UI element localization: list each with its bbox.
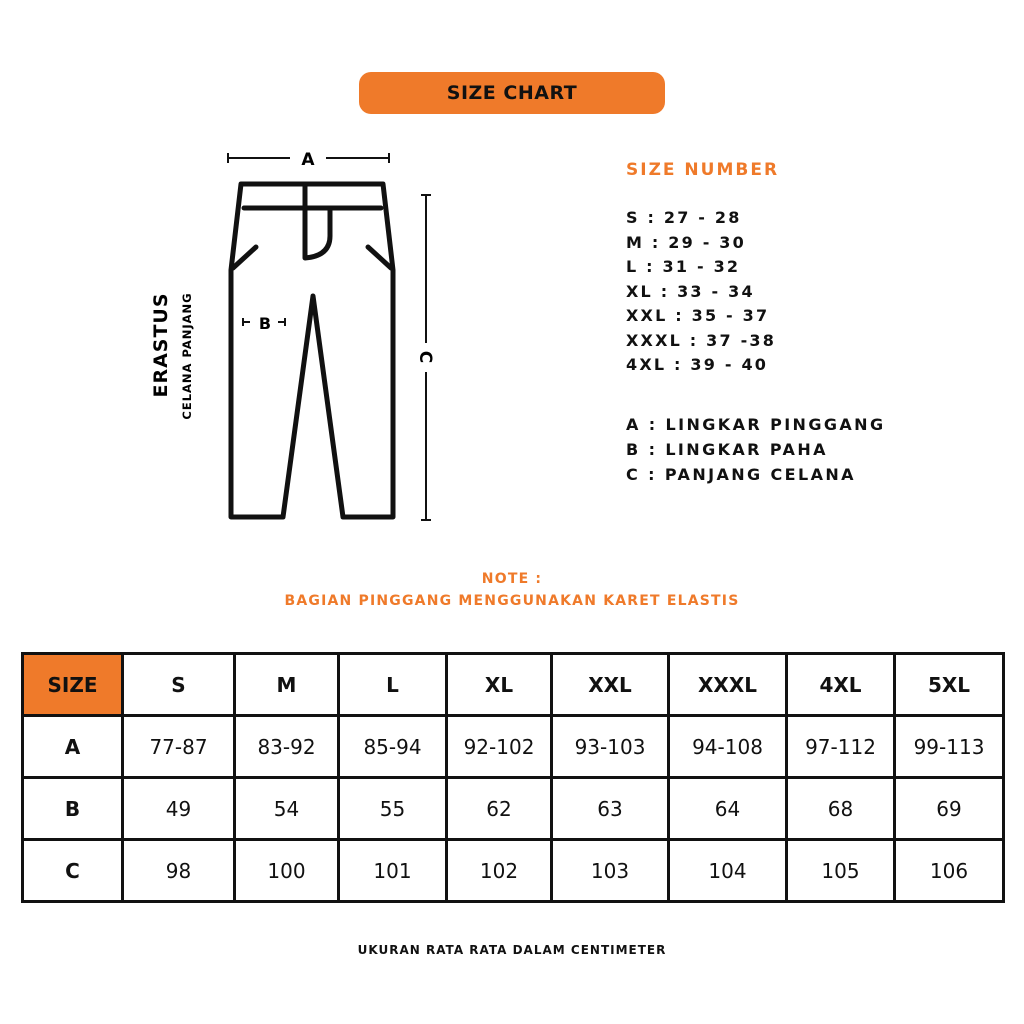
row-label: B	[23, 778, 123, 840]
header-cell: S	[123, 654, 235, 716]
table-cell: 85-94	[339, 716, 447, 778]
table-cell: 103	[552, 840, 669, 902]
table-cell: 64	[669, 778, 787, 840]
note	[0, 568, 1024, 612]
table-cell: 68	[787, 778, 895, 840]
footer-note: UKURAN RATA RATA DALAM CENTIMETER	[357, 943, 667, 957]
product-type: CELANA PANJANG	[180, 292, 194, 420]
size-number-heading: SIZE NUMBER	[626, 160, 780, 180]
dimension-b-label: B	[258, 314, 272, 333]
size-table	[21, 652, 1005, 903]
size-number-item: 4XL : 39 - 40	[626, 355, 769, 374]
table-cell: 100	[235, 840, 339, 902]
dimension-c-label: C	[415, 350, 435, 364]
note-text: BAGIAN PINGGANG MENGGUNAKAN KARET ELASTIS	[284, 593, 740, 609]
table-cell: 102	[447, 840, 552, 902]
table-cell: 97-112	[787, 716, 895, 778]
table-cell: 83-92	[235, 716, 339, 778]
table-cell: 77-87	[123, 716, 235, 778]
table-cell: 98	[123, 840, 235, 902]
table-cell: 54	[235, 778, 339, 840]
table-cell: 92-102	[447, 716, 552, 778]
size-number-item: XL : 33 - 34	[626, 281, 755, 301]
header-cell: XXXL	[669, 654, 787, 716]
table-cell: 63	[552, 778, 669, 840]
header-cell: M	[235, 654, 339, 716]
table-cell: 101	[339, 840, 447, 902]
table-row	[23, 778, 1004, 840]
table-cell: 93-103	[552, 716, 669, 778]
size-number-item: S : 27 - 28	[626, 208, 742, 227]
table-header-row	[23, 654, 1004, 716]
table-row	[23, 716, 1004, 778]
note-label: NOTE :	[481, 571, 543, 587]
table-cell: 106	[895, 840, 1004, 902]
header-cell: XXL	[552, 654, 669, 716]
measurement-legend	[626, 412, 886, 487]
table-cell: 99-113	[895, 716, 1004, 778]
size-number-item: L : 31 - 32	[626, 257, 741, 276]
legend-item: A : LINGKAR PINGGANG	[626, 415, 886, 434]
header-cell: L	[339, 654, 447, 716]
product-name: ERASTUS	[150, 292, 172, 398]
header-cell: 5XL	[895, 654, 1004, 716]
header-cell: XL	[447, 654, 552, 716]
dimension-a-label: A	[301, 150, 315, 170]
pants-outline	[231, 184, 393, 517]
table-cell: 104	[669, 840, 787, 902]
row-label: C	[23, 840, 123, 902]
table-cell: 49	[123, 778, 235, 840]
size-number-list	[626, 206, 776, 378]
size-number-item: XXL : 35 - 37	[626, 306, 770, 325]
table-cell: 69	[895, 778, 1004, 840]
legend-item: C : PANJANG CELANA	[626, 465, 856, 484]
size-number-item: XXXL : 37 -38	[626, 330, 777, 350]
header-cell: 4XL	[787, 654, 895, 716]
table-row	[23, 840, 1004, 902]
row-label: A	[23, 716, 123, 778]
table-cell: 55	[339, 778, 447, 840]
table-cell: 94-108	[669, 716, 787, 778]
size-number-item: M : 29 - 30	[626, 232, 746, 252]
header-cell-size: SIZE	[23, 654, 123, 716]
table-cell: 105	[787, 840, 895, 902]
table-cell: 62	[447, 778, 552, 840]
page-title: SIZE CHART	[446, 82, 578, 104]
legend-item: B : LINGKAR PAHA	[626, 440, 828, 459]
